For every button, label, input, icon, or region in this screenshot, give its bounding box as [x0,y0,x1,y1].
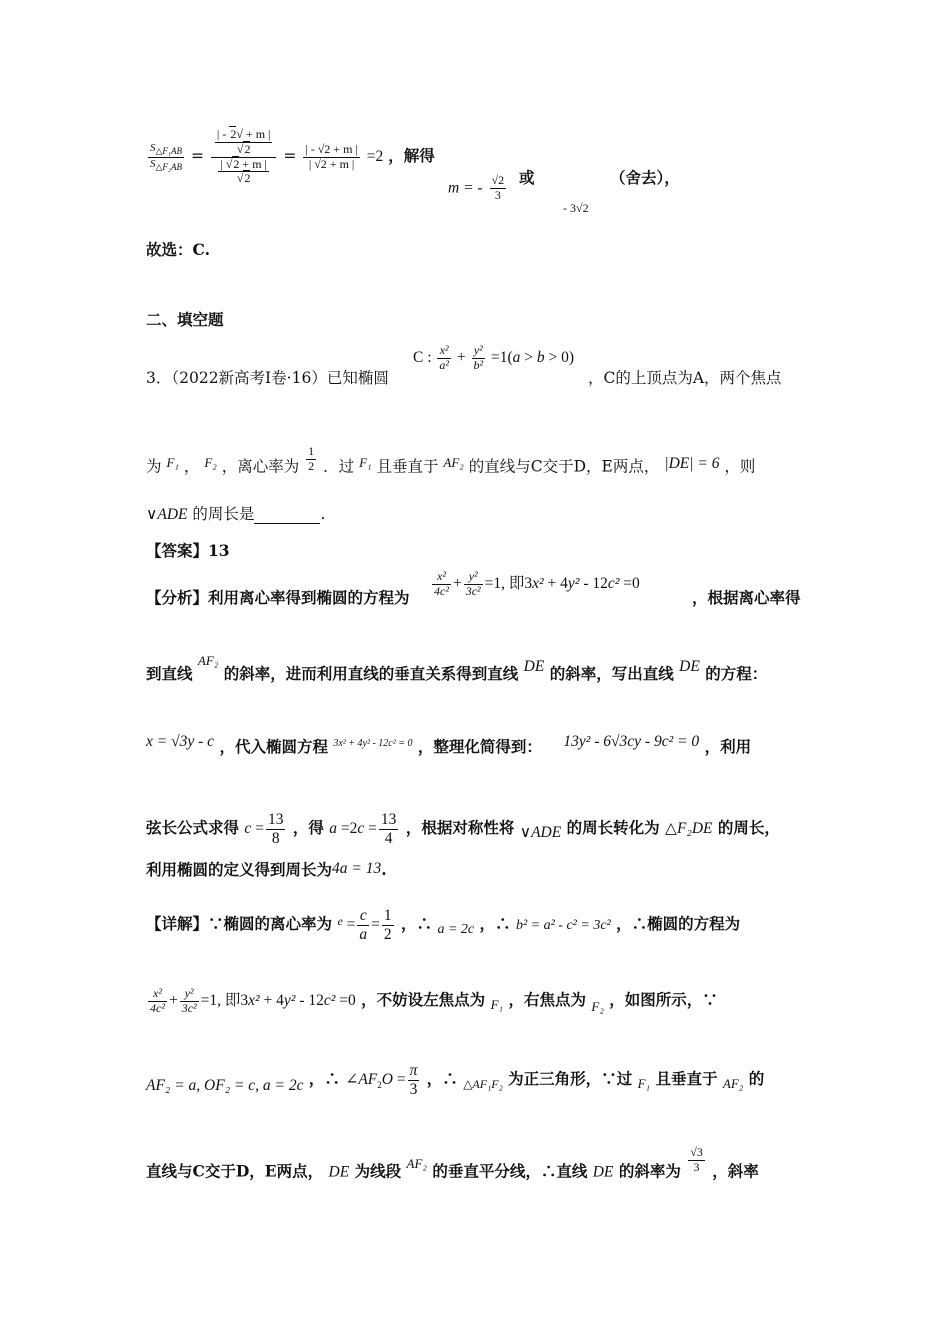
analysis-t4: 的斜率，进而利用直线的垂直关系得到直线 [223,664,519,683]
de-length: |DE| = 6 [664,455,720,473]
answer-choice-line: 故选：C. [146,240,210,259]
detail-f1: F₁ [490,996,504,1012]
focus-f1: F₁ [166,455,179,471]
perimeter-text: 的周长是 [192,505,255,523]
analysis-t15: 利用椭圆的定义得到周长为 [146,860,333,879]
detail-t3: ，∴ [479,913,511,933]
a-value: a =2c = $\frac{13}{4}$ [329,811,397,847]
substituted-equation: 3x² + 4y² - 12c² = 0 [333,738,413,749]
ratio-equals-two: =2 [366,148,384,166]
conditions: AF₂ = a, OF₂ = c, a = 2c [146,1076,304,1094]
m-equals: m = - [448,179,483,197]
b-squared: b² = a² - c² = 3c² [515,917,611,933]
angle-eq: $\angle AF_2O$ = $\frac{\pi}{3}$ [345,1062,418,1098]
answer-label: 【答案】13 [146,541,230,560]
detail-t7: ，如图所示，∵ [609,989,718,1009]
analysis-t7: ，代入椭圆方程 [219,737,328,756]
detail-f1-ref: F₁ [637,1075,651,1091]
answer-blank [254,509,320,524]
segment-af2: AF₂ [443,455,464,471]
analysis-t5: 的斜率，写出直线 [549,664,674,683]
analysis-t16: . [381,860,387,879]
detail-line-3 [146,1062,764,1099]
detail-t11: 且垂直于 [655,1068,718,1088]
solve-text: ，解得 [388,146,435,166]
analysis-de: DE [523,658,545,675]
detail-t12: 的 [748,1068,765,1088]
analysis-t13: 的周长转化为 [566,817,660,837]
analysis-t2: ，根据离心率得 [692,588,801,607]
detail-t5: ，不妨设左焦点为 [361,989,486,1009]
triangle-f2de: △F₂DE [665,819,713,837]
detail-t8: ，∴ [308,1068,340,1088]
analysis-t11: ，得 [292,817,324,837]
analysis-line-3 [146,735,751,757]
slope-fraction: $\frac{√3}{3}$ [690,1145,703,1174]
analysis-line-1 [146,586,410,608]
then-text: ，则 [724,457,756,476]
quadratic-equation: 13y² - 6√3cy - 9c² = 0 [563,733,700,750]
area-ratio-fraction: $\frac{S_{\triangle F_1AB}}{S_{\triangle F_2AB}}$ [150,142,183,172]
analysis-de-2: DE [679,658,700,675]
analysis-af2: AF₂ [197,653,219,668]
analysis-t12: ，根据对称性将 [405,817,515,837]
analysis-t1: 利用离心率得到椭圆的方程为 [208,588,410,607]
detail-de: DE [328,1163,350,1181]
detail-label: 【详解】 [146,913,209,933]
analysis-line-4 [146,811,780,848]
perimeter-value: 4a = 13 [332,860,382,877]
detail-line-1 [146,907,740,944]
detail-t2: ，∴ [401,913,433,933]
m-solution [448,174,508,203]
analysis-t10: 弦长公式求得 [146,817,240,837]
distance-ratio-fraction: $\frac{\frac{| - 2√ + m |}{√2}}{\frac{| √2 + m |}{√2}}$ [211,128,277,186]
detail-t14: 为线段 [354,1161,402,1181]
question-line-2 [146,444,756,482]
analysis-t3: 到直线 [146,664,193,683]
ratio-formula-line: $\frac{S_{\triangle F_1AB}}{S_{\triangle F_2AB}}$ = $\frac{\frac{| - 2√ + m |}{√2}}{\frac{| √2 + m |}{√2}}$ = $\frac{| - √2 + m |}{| √2 + m |}$ =2 ，解得 [150,127,435,186]
analysis-line-5 [146,858,387,880]
discard-text: （舍去）， [610,168,680,187]
triangle-ade: ∨ADE [146,506,188,523]
detail-f2: F₂ [591,998,604,1014]
detail-t15: 的垂直平分线，∴直线 [432,1161,588,1181]
detail-t17: ，斜率 [712,1161,759,1181]
alternative-m-value: - 3√2 [563,201,589,215]
eccentricity-label: ，离心率为 [221,457,300,476]
analysis-label: 【分析】 [146,588,209,607]
a-equals-2c: a = 2c [437,921,475,937]
detail-af2-2: AF₂ [406,1156,427,1172]
question-line-3 [146,502,325,524]
focus-f2: F₂ [204,455,217,471]
question-wei: 为 [146,457,162,476]
analysis-line-2 [146,653,768,684]
analysis-t8: ，整理化简得到： [417,737,542,756]
question-line-1 [146,366,389,388]
question-rest-2: 的直线与C交于D，E两点， [468,457,660,476]
simplified-ratio-fraction: $\frac{| - √2 + m |}{| √2 + m |}$ [305,141,358,171]
section-title: 二、填空题 [146,310,224,329]
eccentricity-half: $\frac{1}{2}$ [308,444,315,473]
focus-f1-ref: F₁ [359,455,372,471]
eccentricity-eq: $^e$ = $\frac{c}{a}$ = $\frac{1}{2}$ [337,907,392,943]
detail-de-2: DE [592,1163,614,1181]
or-text: 或 [519,168,535,187]
detail-t6: ，右焦点为 [508,989,586,1009]
c-value: c = $\frac{13}{8}$ [244,811,284,847]
period: . [320,505,326,523]
detail-t4: ，∴椭圆的方程为 [616,913,741,933]
analysis-t14: 的周长， [717,817,780,837]
line-equation: x = √3y - c [146,733,215,750]
detail-af2: AF₂ [722,1075,744,1091]
detail-ellipse-eq: $\frac{\text{x²}}{\text{4c²}}$ + $\frac{\text{y²}}{\text{3c²}}$ =1, 即3x² + 4y² - 12c² =0 [150,986,356,1015]
through-text: ．过 [323,457,355,476]
m-value-fraction: $\frac{√2}{3}$ [491,173,505,202]
perp-text: 且垂直于 [376,457,439,476]
detail-line-4 [146,1145,759,1187]
question-line-1-rest: ，C的上顶点为A，两个焦点 [588,369,782,387]
analysis-ellipse-eq: $\frac{\text{x²}}{\text{4c²}}$ + $\frac{\text{y²}}{\text{3c²}}$ =1, 即3x² + 4y² - 12c² =0 [434,569,640,598]
detail-t16: 的斜率为 [618,1161,681,1181]
detail-line-2 [146,987,718,1016]
triangle-af1f2: △AF₁F₂ [463,1076,503,1091]
detail-t1: ∵椭圆的离心率为 [208,913,333,933]
analysis-t6: 的方程： [705,664,768,683]
question-prefix: 3．（2022新高考Ⅰ卷·16）已知椭圆 [146,369,389,387]
comma: ， [183,457,200,476]
detail-t13: 直线与C交于D，E两点， [146,1161,324,1181]
analysis-t9: ，利用 [704,737,752,756]
ellipse-equation: C : $\frac{\text{x²}}{\text{a²}}$ + $\frac{\text{y²}}{\text{b²}}$ =1(a > b > 0) [413,343,575,372]
detail-t9: ，∴ [426,1068,458,1088]
detail-t10: 为正三角形，∵过 [508,1068,633,1088]
triangle-ade-2: ∨ADE [519,823,562,841]
